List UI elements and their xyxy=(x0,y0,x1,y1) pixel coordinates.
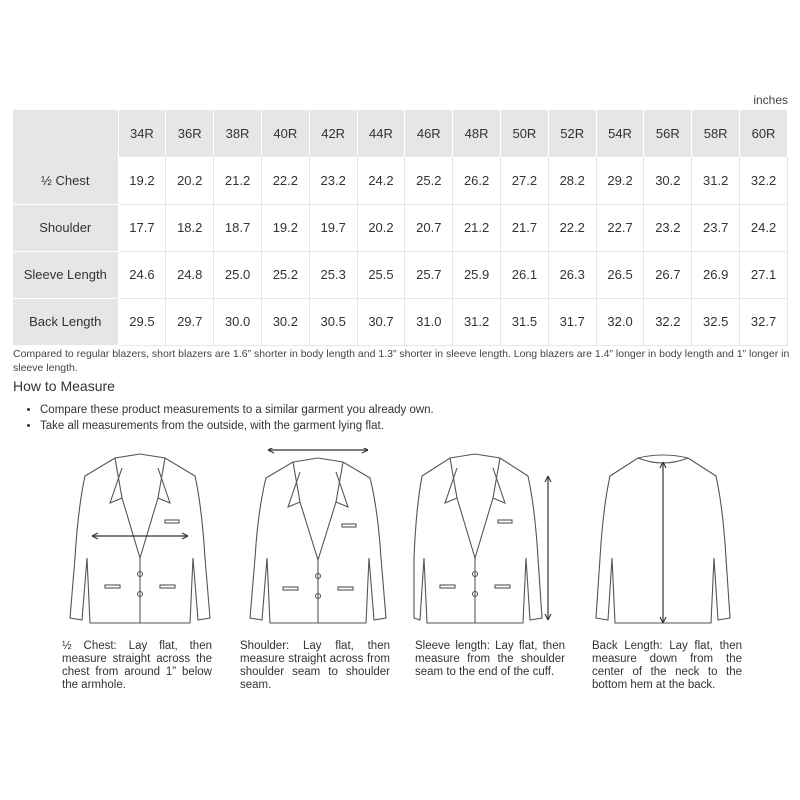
row-label: Back Length xyxy=(13,298,118,345)
table-row xyxy=(13,204,788,251)
measurement-cell: 32.2 xyxy=(644,298,692,345)
size-header-cell: 50R xyxy=(501,110,549,157)
measurement-cell: 29.7 xyxy=(166,298,214,345)
measure-tips-list xyxy=(22,402,434,434)
size-header-cell: 56R xyxy=(644,110,692,157)
fit-note: Compared to regular blazers, short blazers are 1.6” shorter in body length and 1.3” shorter in sleeve length. Long blazers are 1.4” longer in body length and 1” longer in sleeve length. xyxy=(13,348,790,374)
measurement-cell: 26.9 xyxy=(692,251,740,298)
measurement-cell: 25.2 xyxy=(405,157,453,204)
tip-item: • Take all measurements from the outside, with the garment lying flat. xyxy=(40,418,434,434)
measurement-cell: 32.5 xyxy=(692,298,740,345)
measurement-cell: 21.7 xyxy=(501,204,549,251)
measurement-cell: 32.7 xyxy=(740,298,788,345)
measurement-cell: 26.2 xyxy=(453,157,501,204)
measurement-cell: 30.2 xyxy=(644,157,692,204)
size-header-cell: 34R xyxy=(118,110,166,157)
measurement-cell: 20.2 xyxy=(357,204,405,251)
size-header-cell: 42R xyxy=(309,110,357,157)
size-header-row xyxy=(13,110,788,157)
measurement-cell: 24.8 xyxy=(166,251,214,298)
table-row xyxy=(13,251,788,298)
measurement-cell: 31.2 xyxy=(692,157,740,204)
measurement-cell: 22.2 xyxy=(261,157,309,204)
measurement-cell: 30.0 xyxy=(214,298,262,345)
size-header-cell: 52R xyxy=(548,110,596,157)
measurement-cell: 18.2 xyxy=(166,204,214,251)
blazer-front-chest-icon xyxy=(60,448,220,638)
measurement-cell: 32.0 xyxy=(596,298,644,345)
measurement-cell: 20.2 xyxy=(166,157,214,204)
measurement-cell: 19.2 xyxy=(118,157,166,204)
measurement-cell: 31.2 xyxy=(453,298,501,345)
measurement-cell: 17.7 xyxy=(118,204,166,251)
measurement-cell: 26.5 xyxy=(596,251,644,298)
measurement-cell: 23.7 xyxy=(692,204,740,251)
size-header-cell: 36R xyxy=(166,110,214,157)
measurement-cell: 25.2 xyxy=(261,251,309,298)
measurement-cell: 32.2 xyxy=(740,157,788,204)
table-corner xyxy=(13,110,118,157)
measurement-cell: 24.2 xyxy=(357,157,405,204)
measurement-cell: 21.2 xyxy=(214,157,262,204)
caption-chest: ½ Chest: Lay flat, then measure straight across the chest from around 1” below the armhole. xyxy=(62,640,212,691)
row-label: Shoulder xyxy=(13,204,118,251)
size-header-cell: 60R xyxy=(740,110,788,157)
measurement-cell: 20.7 xyxy=(405,204,453,251)
measurement-cell: 31.5 xyxy=(501,298,549,345)
size-header-cell: 40R xyxy=(261,110,309,157)
size-chart-table xyxy=(13,110,788,346)
measurement-cell: 22.2 xyxy=(548,204,596,251)
size-header-cell: 58R xyxy=(692,110,740,157)
measurement-cell: 25.0 xyxy=(214,251,262,298)
blazer-front-shoulder-icon xyxy=(238,448,398,638)
measurement-cell: 24.6 xyxy=(118,251,166,298)
blazer-front-sleeve-icon xyxy=(410,448,570,638)
measurement-cell: 25.9 xyxy=(453,251,501,298)
measurement-cell: 24.2 xyxy=(740,204,788,251)
measurement-cell: 19.7 xyxy=(309,204,357,251)
caption-back: Back Length: Lay flat, then measure down from the center of the neck to the bottom hem at the back. xyxy=(592,640,742,691)
measurement-cell: 25.3 xyxy=(309,251,357,298)
caption-sleeve: Sleeve length: Lay flat, then measure from the shoulder seam to the end of the cuff. xyxy=(415,640,565,678)
tip-item: • Compare these product measurements to a similar garment you already own. xyxy=(40,402,434,418)
measurement-cell: 23.2 xyxy=(309,157,357,204)
how-to-measure-title: How to Measure xyxy=(13,378,115,394)
size-header-cell: 38R xyxy=(214,110,262,157)
measurement-cell: 31.7 xyxy=(548,298,596,345)
size-header-cell: 48R xyxy=(453,110,501,157)
size-header-cell: 44R xyxy=(357,110,405,157)
blazer-back-icon xyxy=(588,448,748,638)
measurement-cell: 26.3 xyxy=(548,251,596,298)
measurement-cell: 30.7 xyxy=(357,298,405,345)
measurement-cell: 25.7 xyxy=(405,251,453,298)
measurement-cell: 29.2 xyxy=(596,157,644,204)
measurement-cell: 31.0 xyxy=(405,298,453,345)
size-header-cell: 46R xyxy=(405,110,453,157)
measurement-cell: 28.2 xyxy=(548,157,596,204)
table-row xyxy=(13,157,788,204)
measurement-cell: 30.2 xyxy=(261,298,309,345)
measurement-cell: 22.7 xyxy=(596,204,644,251)
measurement-cell: 29.5 xyxy=(118,298,166,345)
measurement-cell: 27.1 xyxy=(740,251,788,298)
size-chart-body xyxy=(13,157,788,345)
measurement-cell: 26.7 xyxy=(644,251,692,298)
size-header-cell: 54R xyxy=(596,110,644,157)
caption-shoulder: Shoulder: Lay flat, then measure straight across from shoulder seam to shoulder seam. xyxy=(240,640,390,691)
measurement-cell: 30.5 xyxy=(309,298,357,345)
measurement-cell: 25.5 xyxy=(357,251,405,298)
measurement-cell: 21.2 xyxy=(453,204,501,251)
measurement-cell: 27.2 xyxy=(501,157,549,204)
measurement-cell: 26.1 xyxy=(501,251,549,298)
measurement-cell: 19.2 xyxy=(261,204,309,251)
units-label: inches xyxy=(753,93,788,107)
row-label: ½ Chest xyxy=(13,157,118,204)
measurement-cell: 23.2 xyxy=(644,204,692,251)
table-row xyxy=(13,298,788,345)
measurement-cell: 18.7 xyxy=(214,204,262,251)
row-label: Sleeve Length xyxy=(13,251,118,298)
